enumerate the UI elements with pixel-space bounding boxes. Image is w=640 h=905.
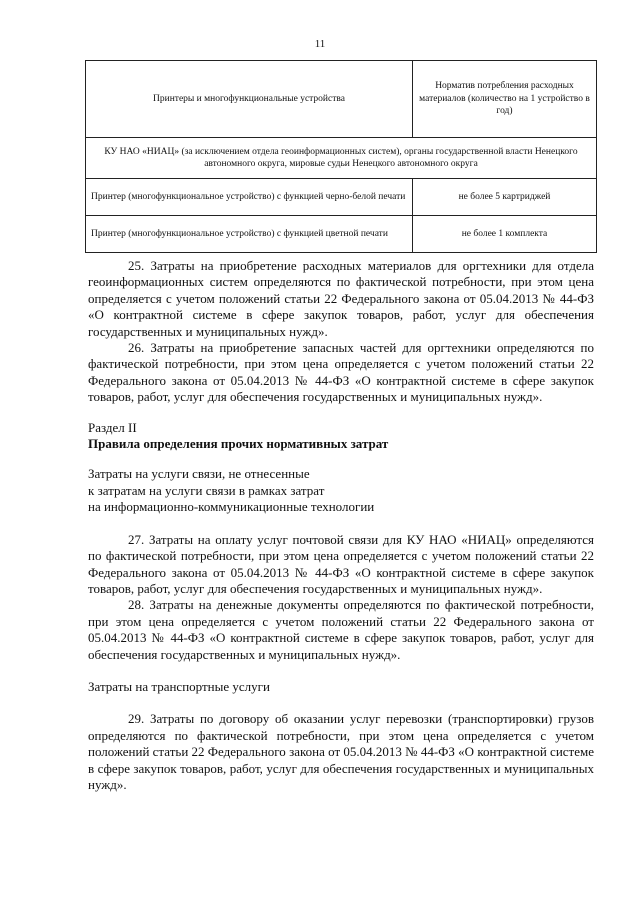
organization-row — [86, 138, 597, 179]
paragraph-27: 27. Затраты на оплату услуг почтовой связи для КУ НАО «НИАЦ» определяются по фактической потребности, при этом цена определяется с учетом положений статьи 22 Федерального закона от 05.04.2013 № 44-ФЗ «О контрактной системе в сфере закупок товаров, работ, услуг для обеспечения государственных и муниципальных нужд». — [88, 531, 594, 596]
header-devices: Принтеры и многофункциональные устройства — [86, 61, 413, 138]
consumables-norm-table — [85, 60, 597, 253]
section-title: Правила определения прочих нормативных затрат — [88, 436, 389, 452]
header-norm: Норматив потребления расходных материалов (количество на 1 устройство в год) — [413, 61, 597, 138]
paragraph-26: 26. Затраты на приобретение запасных частей для оргтехники определяются по фактической потребности, при этом цена определяется с учетом положений статьи 22 Федерального закона от 05.04.2013 № 44-ФЗ «О контрактной системе в сфере закупок товаров, работ, услуг для обеспечения государственных и муниципальных нужд». — [88, 340, 594, 405]
table-header-row — [86, 61, 597, 138]
subheading-communications-line1: Затраты на услуги связи, не отнесенные — [88, 466, 310, 482]
norm-cell: не более 1 комплекта — [413, 216, 597, 253]
table-row — [86, 216, 597, 253]
paragraph-28: 28. Затраты на денежные документы определяются по фактической потребности, при этом цена определяется с учетом положений статьи 22 Федерального закона от 05.04.2013 № 44-ФЗ «О контрактной системе в сфере закупок товаров, работ, услуг для обеспечения государственных и муниципальных нужд». — [88, 597, 594, 662]
document-body — [88, 258, 594, 793]
subheading-communications-line2: к затратам на услуги связи в рамках затрат — [88, 482, 325, 498]
subheading-communications-line3: на информационно-коммуникационные технологии — [88, 499, 375, 515]
page-number: 11 — [314, 38, 326, 50]
table-row — [86, 179, 597, 216]
device-cell: Принтер (многофункциональное устройство) с функцией цветной печати — [86, 216, 413, 253]
device-cell: Принтер (многофункциональное устройство) с функцией черно-белой печати — [86, 179, 413, 216]
organization-text: КУ НАО «НИАЦ» (за исключением отдела геоинформационных систем), органы государственной власти Ненецкого автономного округа, мировые судьи Ненецкого автономного округа — [86, 138, 597, 179]
paragraph-29: 29. Затраты по договору об оказании услуг перевозки (транспортировки) грузов определяются по фактической потребности, при этом цена определяется с учетом положений статьи 22 Федерального закона от 05.04.2013 № 44-ФЗ «О контрактной системе в сфере закупок товаров, работ, услуг для обеспечения государственных и муниципальных нужд». — [88, 711, 594, 792]
section-label: Раздел II — [88, 419, 137, 435]
subheading-transport: Затраты на транспортные услуги — [88, 678, 270, 694]
paragraph-25: 25. Затраты на приобретение расходных материалов для оргтехники для отдела геоинформационных систем определяются по фактической потребности, при этом цена определяется с учетом положений статьи 22 Федерального закона от 05.04.2013 № 44-ФЗ «О контрактной системе в сфере закупок товаров, работ, услуг для обеспечения государственных и муниципальных нужд». — [88, 258, 594, 339]
norm-cell: не более 5 картриджей — [413, 179, 597, 216]
